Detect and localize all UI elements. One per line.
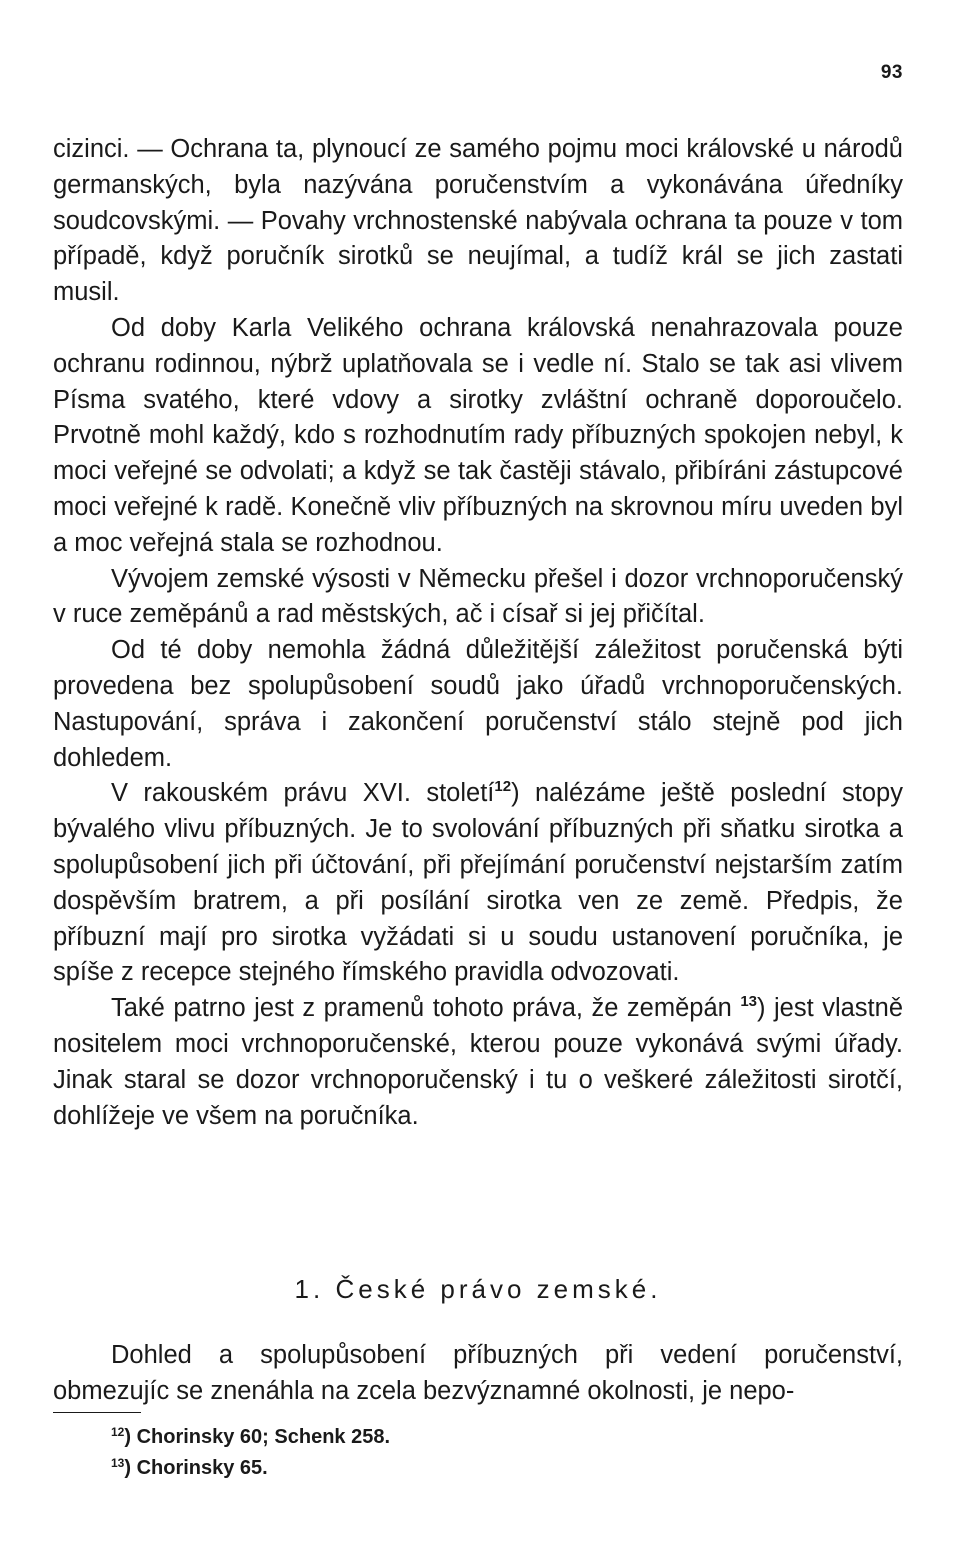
footnote-12-text: ) Chorinsky 60; Schenk 258. (124, 1426, 391, 1448)
footnote-ref-13: 13 (740, 993, 758, 1011)
paragraph-3: Vývojem zemské výsosti v Německu přešel i dozor vrchnoporučenský v ruce zeměpánů a rad městských, ač i císař si jej přičítal. (53, 564, 903, 629)
paragraph-1: cizinci. — Ochrana ta, plynoucí ze samého pojmu moci královské u národů germanských, byla nazývána poručenstvím a vykonávána úředníky soudcovskými. — Povahy vrchnostenské nabývala ochrana ta pouze v tom případě, když poručník sirotků se neujímal, a tudíž král se jich zastati musil. (53, 135, 903, 307)
section-paragraph: Dohled a spolupůsobení příbuzných při vedení poručenství, obmezujíc se znenáhla na zcela bezvýznamné okolnosti, je nepo- (53, 1341, 903, 1405)
paragraph-2: Od doby Karla Velikého ochrana královská nenahrazovala pouze ochranu rodinnou, nýbrž uplatňovala se i vedle ní. Stalo se tak asi vlivem Písma svatého, které vdovy a sirotky zvláštní ochraně doporoučelo. Prvotně mohl každý, kdo s rozhodnutím rady příbuzných spokojen nebyl, k moci veřejné se odvolati; a když se tak častěji stávalo, přibíráni zástupcové moci veřejné k radě. Konečně vliv příbuzných na skrovnou míru uveden byl a moc veřejná stala se rozhodnou. (53, 313, 903, 557)
paragraph-5-rest: ) nalézáme ještě poslední stopy bývalého vlivu příbuzných. Je to svolování příbuzných při sňatku sirotka a spolupůsobení jich při účtování, při přejímání poručenství nejstarším zatím dospěvším bratrem, a při posílání sirotka ven ze země. Předpis, že příbuzní mají pro sirotka vyžádati si u soudu ustanovení poručníka, je spíše z recepce stejného římského pravidla odvozovati. (53, 779, 903, 987)
paragraph-4: Od té doby nemohla žádná důležitější záležitost poručenská býti provedena bez spolupůsobení soudů jako úřadů vrchnoporučenských. Nastupování, správa i zakončení poručenství stálo stejně pod jich dohledem. (53, 636, 903, 772)
paragraph-5 (53, 776, 903, 991)
page-number: 93 (880, 62, 903, 83)
section-text (53, 1338, 903, 1410)
footnote-13-text: ) Chorinsky 65. (124, 1457, 268, 1479)
footnote-12 (111, 1422, 390, 1453)
paragraph-6 (53, 991, 903, 1134)
footnote-13-mark: 13 (111, 1456, 125, 1470)
paragraph-6-rest: ) jest vlastně nositelem moci vrchnoporučenské, kterou pouze vykonává svými úřady. Jinak staral se dozor vrchnoporučenský i tu o veškeré záležitosti sirotčí, dohlížeje ve všem na poručníka. (53, 994, 903, 1130)
footnotes (111, 1422, 390, 1484)
footnote-divider (53, 1412, 141, 1413)
paragraph-6-start: Také patrno jest z pramenů tohoto práva, že zeměpán (111, 994, 732, 1023)
footnote-12-mark: 12 (111, 1425, 125, 1439)
footnote-13 (111, 1453, 390, 1484)
main-text (53, 132, 903, 1134)
paragraph-5-start: V rakouském právu XVI. století (111, 779, 495, 808)
section-heading: 1. České právo zemské. (294, 1274, 662, 1304)
footnote-ref-12: 12 (494, 778, 512, 796)
